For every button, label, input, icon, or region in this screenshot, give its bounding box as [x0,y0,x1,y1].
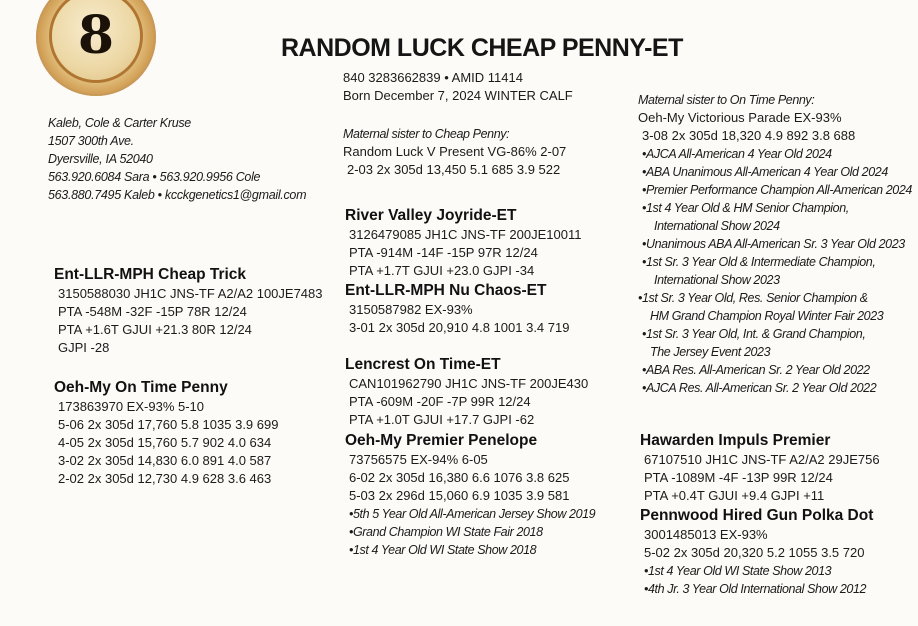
sire-dam-line: 3-01 2x 305d 20,910 4.8 1001 3.4 719 [349,320,570,335]
dam-name: Oeh-My On Time Penny [54,379,228,396]
dam-dam-name: Oeh-My Premier Penelope [345,432,538,449]
dam-sire-sire-line: 67107510 JH1C JNS-TF A2/A2 29JE756 [644,452,880,467]
sire-sire-line: 3126479085 JH1C JNS-TF 200JE10011 [349,227,582,242]
owner-street: 1507 300th Ave. [48,134,134,148]
dam-dam-line: 5-03 2x 296d 15,060 6.9 1035 3.9 581 [349,488,570,503]
dam-sire-sire-line: PTA +0.4T GJUI +9.4 GJPI +11 [644,488,825,503]
honor-item: •1st Sr. 3 Year Old & Intermediate Champion, [642,255,876,269]
owner-names: Kaleb, Cole & Carter Kruse [48,116,191,130]
honor-item: •1st Sr. 3 Year Old, Res. Senior Champion & [638,291,868,305]
sire-dam-block [345,280,569,337]
dam-dam-line: 73756575 EX-94% 6-05 [349,452,488,467]
honor-item: •Unanimous ABA All-American Sr. 3 Year Old 2023 [642,237,905,251]
sire-line: 3150588030 JH1C JNS-TF A2/A2 100JE7483 [58,286,323,301]
lot-number: 8 [77,5,115,66]
section-heading: Maternal sister to Cheap Penny: [343,127,510,141]
honor-item: •AJCA All-American 4 Year Old 2024 [642,147,832,161]
sire-sire-line: PTA -914M -14F -15P 97R 12/24 [349,245,538,260]
lot-badge-inner [52,0,140,80]
honor-item: •4th Jr. 3 Year Old International Show 2012 [644,582,867,596]
honor-item: HM Grand Champion Royal Winter Fair 2023 [650,309,884,323]
dam-sire-line: CAN101962790 JH1C JNS-TF 200JE430 [349,376,589,391]
lot-badge [36,0,156,96]
sire-sire-line: PTA +1.7T GJUI +23.0 GJPI -34 [349,263,535,278]
maternal-sister-on-time-penny [638,91,912,397]
honor-item: •1st 4 Year Old WI State Show 2013 [644,564,832,578]
sire-sire-block [345,205,581,280]
honor-item: International Show 2023 [654,273,780,287]
dam-sire-line: PTA +1.0T GJUI +17.7 GJPI -62 [349,412,535,427]
sire-block [54,264,323,357]
dam-dam-line: 6-02 2x 305d 16,380 6.6 1076 3.8 625 [349,470,570,485]
sister-record: 3-08 2x 305d 18,320 4.9 892 3.8 688 [642,128,856,143]
dam-line: 4-05 2x 305d 15,760 5.7 902 4.0 634 [58,435,272,450]
registration-ids: 840 3283662839 • AMID 11414 [343,70,523,85]
maternal-sister-cheap-penny [343,125,566,179]
honor-item: •1st Sr. 3 Year Old, Int. & Grand Champion, [642,327,866,341]
dam-line: 173863970 EX-93% 5-10 [58,399,205,414]
dam-sire-sire-line: PTA -1089M -4F -13P 99R 12/24 [644,470,833,485]
owner-block [48,114,306,204]
sister-name: Oeh-My Victorious Parade EX-93% [638,110,842,125]
dam-sire-name: Lencrest On Time-ET [345,356,501,373]
dam-line: 2-02 2x 305d 12,730 4.9 628 3.6 463 [58,471,272,486]
honor-item: International Show 2024 [654,219,780,233]
honor-item: The Jersey Event 2023 [650,345,771,359]
sire-line: PTA +1.6T GJUI +21.3 80R 12/24 [58,322,252,337]
sire-line: GJPI -28 [58,340,110,355]
dam-sire-sire-name: Hawarden Impuls Premier [640,432,831,449]
registration-block [343,69,573,105]
sire-name: Ent-LLR-MPH Cheap Trick [54,266,247,283]
sire-sire-name: River Valley Joyride-ET [345,207,517,224]
honor-item: •ABA Res. All-American Sr. 2 Year Old 2022 [642,363,870,377]
dam-dam-dam-line: 3001485013 EX-93% [644,527,768,542]
dam-dam-dam-name: Pennwood Hired Gun Polka Dot [640,507,874,524]
dam-dam-dam-line: 5-02 2x 305d 20,320 5.2 1055 3.5 720 [644,545,865,560]
dam-sire-block [345,354,588,429]
owner-city: Dyersville, IA 52040 [48,152,153,166]
honor-item: •Grand Champion WI State Fair 2018 [349,525,543,539]
honor-item: •AJCA Res. All-American Sr. 2 Year Old 2022 [642,381,877,395]
dam-sire-sire-block [640,430,880,505]
birth-date: Born December 7, 2024 WINTER CALF [343,88,573,103]
honor-item: •5th 5 Year Old All-American Jersey Show 2019 [349,507,596,521]
honor-item: •1st 4 Year Old WI State Show 2018 [349,543,537,557]
honor-item: •ABA Unanimous All-American 4 Year Old 2024 [642,165,888,179]
sire-dam-name: Ent-LLR-MPH Nu Chaos-ET [345,282,547,299]
sire-dam-line: 3150587982 EX-93% [349,302,473,317]
dam-block [54,377,278,488]
sister-name: Random Luck V Present VG-86% 2-07 [343,144,567,159]
sire-line: PTA -548M -32F -15P 78R 12/24 [58,304,247,319]
sister-record: 2-03 2x 305d 13,450 5.1 685 3.9 522 [347,162,561,177]
section-heading: Maternal sister to On Time Penny: [638,93,815,107]
dam-line: 3-02 2x 305d 14,830 6.0 891 4.0 587 [58,453,272,468]
honor-item: •Premier Performance Champion All-American 2024 [642,183,912,197]
dam-line: 5-06 2x 305d 17,760 5.8 1035 3.9 699 [58,417,279,432]
owner-phones: 563.920.6084 Sara • 563.920.9956 Cole [48,170,261,184]
dam-dam-block [345,430,595,559]
honor-item: •1st 4 Year Old & HM Senior Champion, [642,201,849,215]
dam-sire-line: PTA -609M -20F -7P 99R 12/24 [349,394,531,409]
owner-contact: 563.880.7495 Kaleb • kcckgenetics1@gmail.com [48,188,307,202]
page-title: RANDOM LUCK CHEAP PENNY-ET [281,34,683,62]
dam-dam-dam-block [640,505,873,598]
